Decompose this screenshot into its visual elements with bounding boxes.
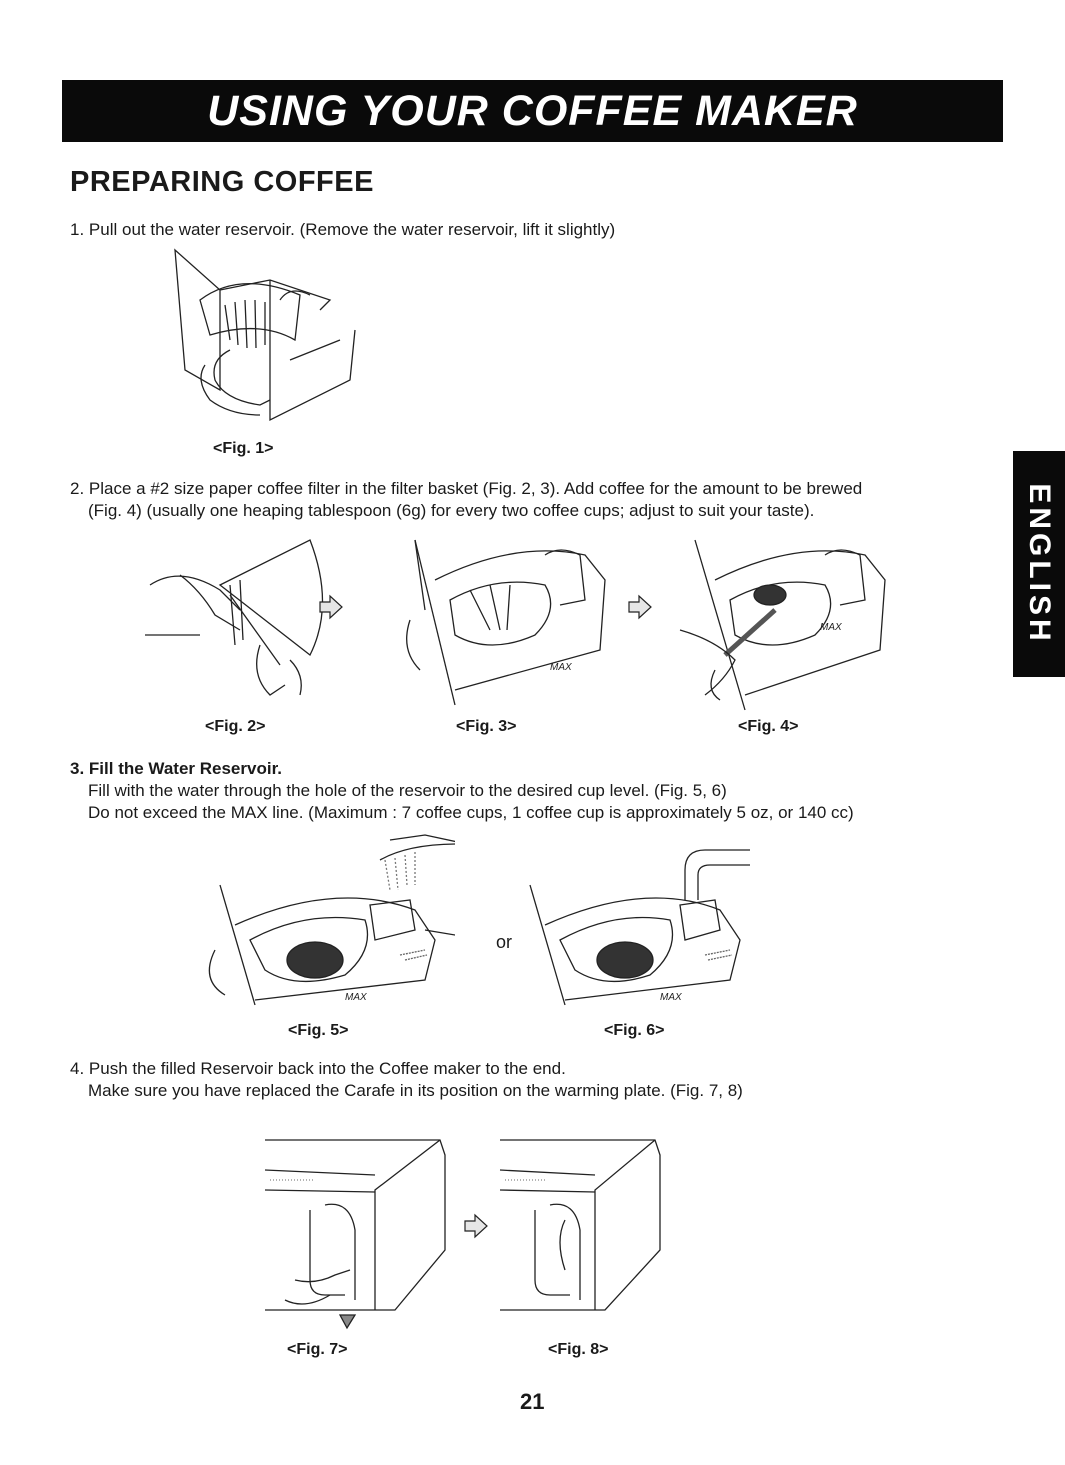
figure-1-caption: <Fig. 1> [213, 440, 274, 457]
figure-6-caption: <Fig. 6> [604, 1022, 665, 1039]
figure-3-illustration [395, 530, 610, 710]
step-text-line-1: Push the filled Reservoir back into the Coffee maker to the end. [88, 1059, 566, 1078]
section-title: PREPARING COFFEE [70, 166, 374, 198]
figure-7-illustration [255, 1130, 455, 1330]
step-2 [70, 478, 862, 522]
arrow-right-icon [318, 594, 344, 620]
step-number: 4. [70, 1059, 85, 1078]
figure-4-illustration [675, 530, 890, 720]
figure-5-illustration [195, 830, 455, 1010]
max-label: MAX [820, 622, 842, 633]
step-4 [70, 1058, 743, 1102]
or-label: or [496, 932, 513, 952]
step-text: Pull out the water reservoir. (Remove the water reservoir, lift it slightly) [88, 220, 616, 239]
language-tab-label: ENGLISH [1023, 483, 1056, 645]
step-heading: Fill the Water Reservoir. [88, 759, 282, 778]
step-number: 1. [70, 220, 85, 239]
figure-3-caption: <Fig. 3> [456, 718, 517, 735]
step-text-line-1: Fill with the water through the hole of the reservoir to the desired cup level. (Fig. 5, 6) [88, 781, 727, 800]
figure-4-caption: <Fig. 4> [738, 718, 799, 735]
max-label: MAX [660, 992, 682, 1003]
figure-8-caption: <Fig. 8> [548, 1341, 609, 1358]
header-banner [62, 80, 1003, 142]
max-label: MAX [550, 662, 572, 673]
figure-5-caption: <Fig. 5> [288, 1022, 349, 1039]
step-text-line-2: Make sure you have replaced the Carafe in its position on the warming plate. (Fig. 7, 8) [88, 1081, 743, 1100]
arrow-right-icon [627, 594, 653, 620]
step-3 [70, 758, 854, 824]
page-number: 21 [520, 1389, 545, 1414]
step-number: 3. [70, 759, 85, 778]
page-title: USING YOUR COFFEE MAKER [207, 86, 858, 135]
step-text-line-1: Place a #2 size paper coffee filter in the filter basket (Fig. 2, 3). Add coffee for the amount to be brewed [88, 479, 863, 498]
figure-1-illustration [170, 240, 370, 440]
arrow-right-icon [463, 1213, 489, 1239]
figure-2-illustration [140, 535, 340, 705]
figure-2-caption: <Fig. 2> [205, 718, 266, 735]
figure-7-caption: <Fig. 7> [287, 1341, 348, 1358]
step-1 [70, 219, 615, 241]
step-number: 2. [70, 479, 85, 498]
step-text-line-2: Do not exceed the MAX line. (Maximum : 7 coffee cups, 1 coffee cup is approximately 5 oz, or 140 cc) [88, 803, 854, 822]
figure-6-illustration [520, 830, 760, 1010]
max-label: MAX [345, 992, 367, 1003]
language-tab [1013, 451, 1065, 677]
step-text-line-2: (Fig. 4) (usually one heaping tablespoon (6g) for every two coffee cups; adjust to suit your taste). [88, 501, 815, 520]
figure-8-illustration [495, 1130, 665, 1320]
